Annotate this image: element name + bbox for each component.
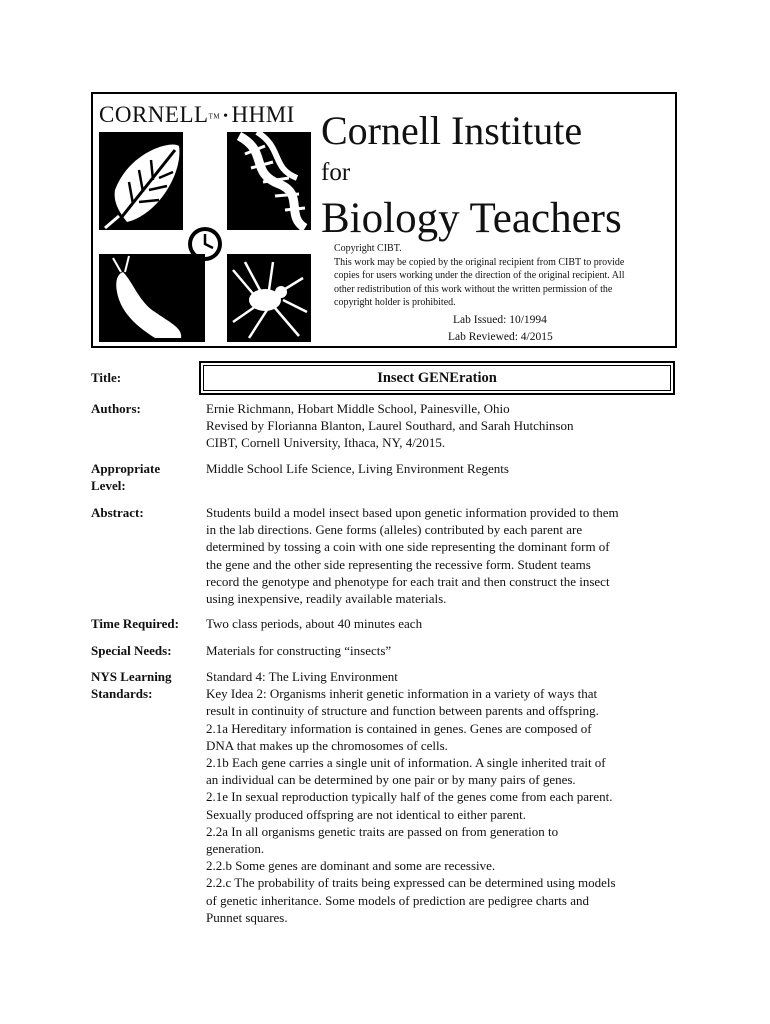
authors-value (206, 400, 676, 452)
abstract-line: Students build a model insect based upon genetic information provided to them (206, 505, 619, 520)
needs-label: Special Needs: (91, 643, 172, 658)
logo-cornell-text: CORNELL (99, 102, 209, 127)
lab-title: Insect GENEration (199, 361, 675, 395)
standards-label (91, 668, 201, 702)
time-value (206, 615, 676, 632)
copyright-line: other redistribution of this work without the written permission of the (334, 283, 613, 295)
abstract-line: using inexpensive, readily available materials. (206, 591, 447, 607)
cornell-hhmi-logo (99, 100, 311, 342)
level-value (206, 460, 676, 477)
standards-line: result in continuity of structure and function between parents and offspring. (206, 703, 599, 719)
authors-label: Authors: (91, 401, 141, 416)
institute-name-line2: for (321, 159, 351, 186)
standards-line: 2.2.c The probability of traits being expressed can be determined using models (206, 875, 616, 891)
title-label: Title: (91, 370, 122, 385)
standards-line: 2.1a Hereditary information is contained in genes. Genes are composed of (206, 720, 592, 736)
logo-artwork (99, 132, 311, 342)
copyright-notice (334, 242, 670, 310)
abstract-line: the gene and the other side representing the recessive form. Student teams (206, 556, 591, 572)
abstract-label: Abstract: (91, 505, 144, 520)
standards-line: of genetic inheritance. Some models of prediction are pedigree charts and (206, 892, 589, 908)
needs-value (206, 642, 676, 659)
level-label-line: Appropriate (91, 461, 161, 476)
level-label-line: Level: (91, 478, 126, 494)
standards-line: an individual can be determined by one pair or by many pairs of genes. (206, 772, 576, 788)
copyright-line: This work may be copied by the original recipient from CIBT to provide (334, 256, 625, 268)
authors-line: CIBT, Cornell University, Ithaca, NY, 4/2015. (206, 435, 446, 451)
abstract-line: in the lab directions. Gene forms (alleles) contributed by each parent are (206, 522, 583, 538)
logo-dot: • (223, 108, 229, 124)
authors-line: Revised by Florianna Blanton, Laurel Southard, and Sarah Hutchinson (206, 418, 574, 434)
standards-line: generation. (206, 841, 265, 857)
standards-line: DNA that makes up the chromosomes of cells. (206, 737, 448, 753)
institute-name-line3: Biology Teachers (321, 195, 622, 242)
time-value-line: Two class periods, about 40 minutes each (206, 616, 423, 631)
abstract-line: record the genotype and phenotype for each trait and then construct the insect (206, 573, 610, 589)
logo-wordmark (99, 100, 311, 130)
abstract-line: determined by tossing a coin with one side representing the dominant form of (206, 539, 610, 555)
lab-issued-date: Lab Issued: 10/1994 (453, 314, 547, 326)
standards-line: Punnet squares. (206, 909, 288, 925)
abstract-value (206, 504, 676, 607)
standards-label-line: Standards: (91, 686, 153, 702)
standards-line: Sexually produced offspring are not identical to either parent. (206, 806, 526, 822)
standards-line: 2.1b Each gene carries a single unit of information. A single inherited trait of (206, 755, 606, 771)
authors-line: Ernie Richmann, Hobart Middle School, Painesville, Ohio (206, 401, 510, 416)
standards-label-line: NYS Learning (91, 669, 172, 684)
time-label: Time Required: (91, 616, 179, 631)
needs-value-line: Materials for constructing “insects” (206, 643, 392, 658)
standards-line: 2.2a In all organisms genetic traits are passed on from generation to (206, 823, 559, 839)
standards-line: Key Idea 2: Organisms inherit genetic information in a variety of ways that (206, 686, 598, 702)
copyright-line: copies for users working under the direction of the original recipient. All (334, 270, 625, 281)
copyright-line: Copyright CIBT. (334, 243, 402, 254)
logo-hhmi-text: HHMI (231, 102, 295, 127)
institute-name-line1: Cornell Institute (321, 108, 583, 153)
lab-reviewed-date: Lab Reviewed: 4/2015 (448, 331, 553, 343)
level-value-line: Middle School Life Science, Living Environment Regents (206, 461, 509, 476)
level-label (91, 460, 201, 494)
logo-tm-text: TM (208, 112, 221, 121)
standards-value (206, 668, 676, 926)
header-box (91, 92, 677, 348)
standards-line: 2.1e In sexual reproduction typically half of the genes come from each parent. (206, 789, 613, 805)
copyright-line: copyright holder is prohibited. (334, 297, 456, 308)
standards-line: 2.2.b Some genes are dominant and some are recessive. (206, 858, 496, 874)
standards-line: Standard 4: The Living Environment (206, 669, 398, 684)
